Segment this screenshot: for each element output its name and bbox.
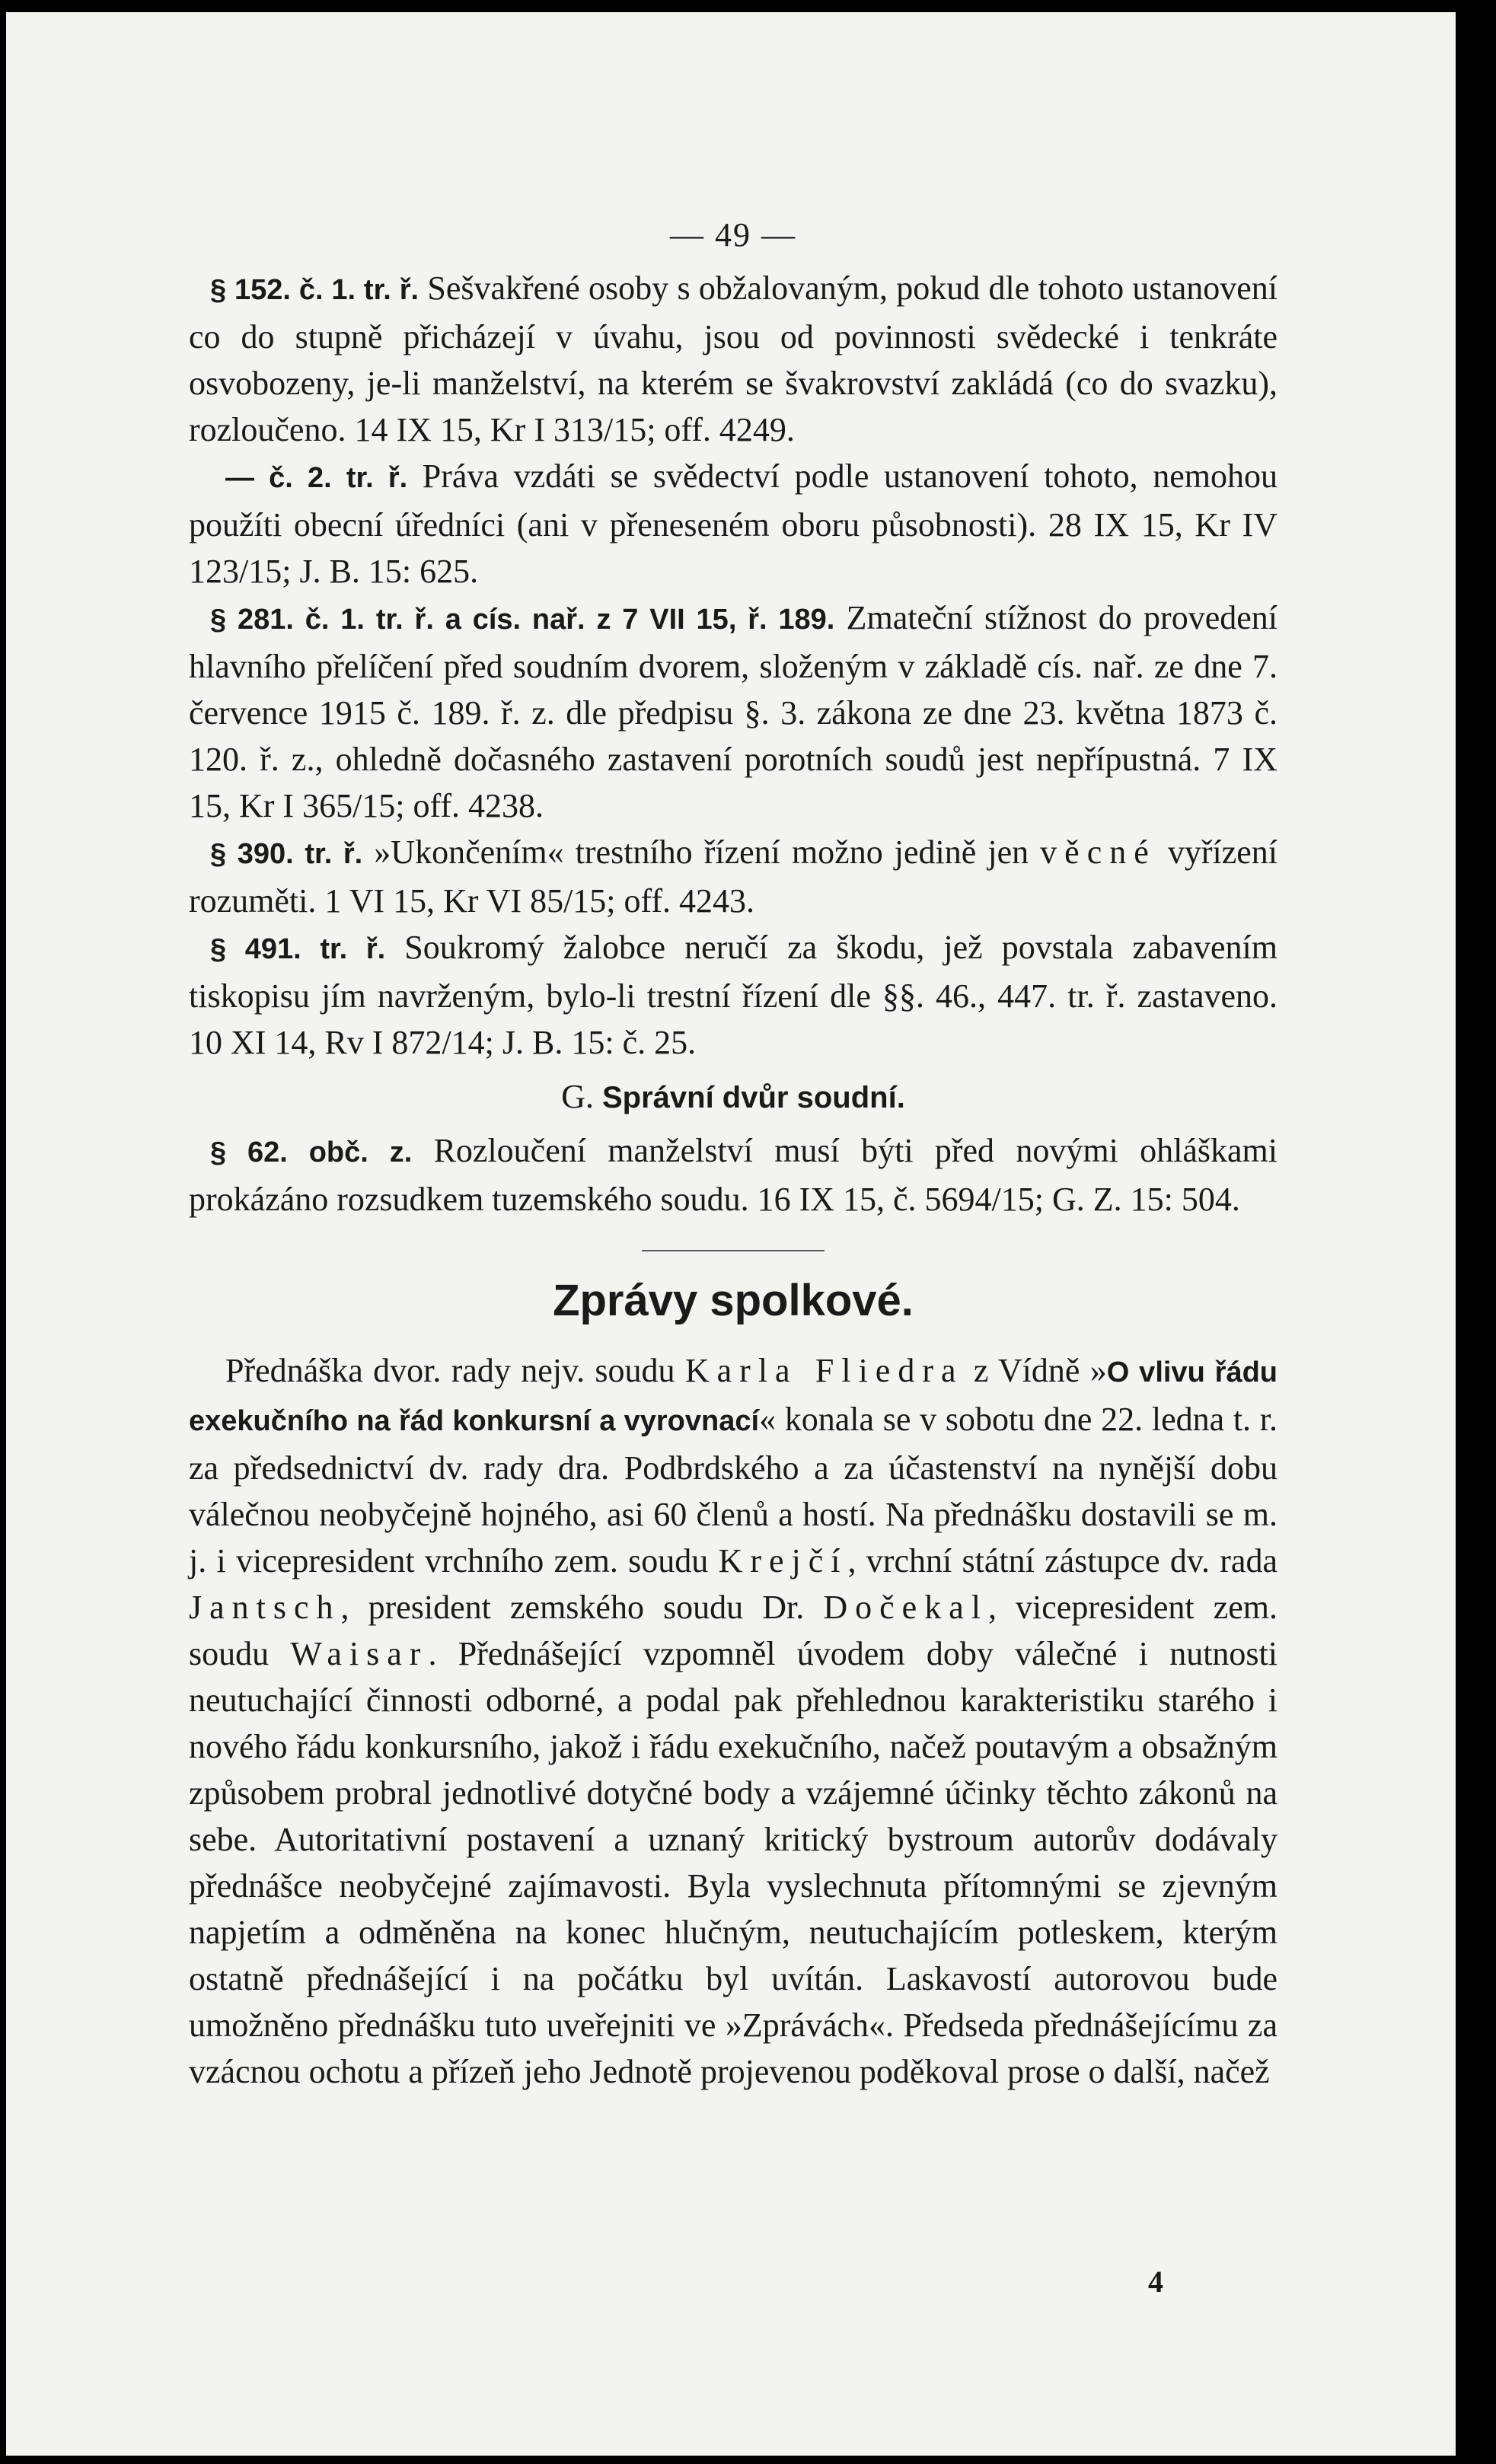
report-text: , president zemského soudu Dr.: [340, 1589, 824, 1626]
entry-ref: § 152. č. 1. tr. ř.: [210, 274, 419, 306]
entry-text: Práva vzdáti se svědectví podle ustanovení tohoto, nemohou použíti obecní úředníci (ani v přeneseném oboru působnosti). 28 IX 15, Kr IV 123/15; J. B. 15: 625.: [189, 457, 1278, 590]
person-name: Jantsch: [189, 1589, 341, 1626]
entry-390: [189, 829, 1278, 924]
report-text: . Přednášející vzpomněl úvodem doby válečné i nutnosti neutuchající činnosti odborné, a podal pak přehlednou karakteristiku starého i nového řádu konkursního, jakož i řádu exekučního, načež poutavým a obsažným způsobem probral jednotlivé dotyčné body a vzájemné účinky těchto zákonů na sebe. Autoritativní postavení a uznaný kritický bystroum autorův dodávaly přednášce neobyčejné zajímavosti. Byla vyslechnuta přítomnými se zjevným napjetím a odměněna na konec hlučným, neutuchajícím potleskem, kterým ostatně přednášející i na počátku byl uvítán. Laskavostí autorovou bude umožněno přednášku tuto uveřejniti ve »Zprávách«. Předseda přednášejícímu za vzácnou ochotu a přízeň jeho Jednotě projevenou poděkoval prose o další, načež: [189, 1635, 1278, 2090]
entry-text: Zmateční stížnost do provedení hlavního přelíčení před soudním dvorem, složeným v základě cís. nař. ze dne 7. července 1915 č. 189. ř. z. dle předpisu §. 3. zákona ze dne 23. května 1873 č. 120. ř. z., ohledně dočasného zastavení porotních soudů jest nepřípustná. 7 IX 15, Kr I 365/15; off. 4238.: [189, 599, 1278, 824]
person-name: Krejčí: [718, 1542, 848, 1579]
entry-ref: § 62. obč. z.: [210, 1136, 413, 1168]
entry-ref: § 390. tr. ř.: [210, 838, 363, 870]
lecture-title: O vlivu řádu exekučního na řád konkursní a vyrovnací: [189, 1356, 1278, 1437]
section-letter: G.: [561, 1078, 594, 1115]
report-paragraph: [189, 1347, 1278, 2095]
person-name: Karla Fliedra: [684, 1352, 964, 1389]
entry-text: Rozloučení manželství musí býti před novými ohláškami prokázáno rozsudkem tuzemského soudu. 16 IX 15, č. 5694/15; G. Z. 15: 504.: [189, 1132, 1278, 1218]
entry-ref: § 281. č. 1. tr. ř. a cís. nař. z 7 VII 15, ř. 189.: [210, 604, 835, 636]
entry-152-c2: [189, 453, 1278, 594]
emphasis-text: věcné: [1040, 834, 1156, 871]
entry-text: Soukromý žalobce neručí za škodu, jež povstala zabavením tiskopisu jím navrženým, bylo-li trestní řízení dle §§. 46., 447. tr. ř. zastaveno. 10 XI 14, Rv I 872/14; J. B. 15: č. 25.: [189, 929, 1278, 1061]
person-name: Dočekal: [823, 1589, 988, 1626]
signature-mark: 4: [1148, 2265, 1163, 2299]
page-number: — 49 —: [670, 216, 796, 253]
entry-text: Sešvakřené osoby s obžalovaným, pokud dle tohoto ustanovení co do stupně přicházejí v úvahu, jsou od povinnosti svědecké i tenkráte osvobozeny, je-li manželství, na kterém se švakrovství zakládá (co do svazku), rozloučeno. 14 IX 15, Kr I 313/15; off. 4249.: [189, 269, 1278, 448]
page-content: [189, 12, 1278, 2095]
entry-ref: § 491. tr. ř.: [210, 933, 386, 965]
document-page: [6, 12, 1456, 2456]
report-text: , vicepresident zem. soudu: [189, 1589, 1278, 1672]
entry-281: [189, 594, 1278, 829]
section-g-heading: [189, 1073, 1278, 1121]
entry-text: vyřízení rozuměti. 1 VI 15, Kr VI 85/15; off. 4243.: [189, 834, 1278, 920]
person-name: Waisar: [290, 1635, 429, 1672]
divider: [642, 1250, 825, 1251]
report-text: Přednáška dvor. rady nejv. soudu: [225, 1352, 685, 1389]
section-title: Správní dvůr soudní.: [601, 1081, 905, 1114]
report-text: « konala se v sobotu dne 22. ledna t. r. za předsednictví dv. rady dra. Podbrdského a za účastenství na nynější dobu válečnou neobyčejně hojného, asi 60 členů a hostí. Na přednášku dostavili se m. j. i vicepresident vrchního zem. soudu: [189, 1401, 1278, 1579]
news-heading: Zprávy spolkové.: [553, 1276, 914, 1325]
report-text: , vrchní státní zástupce dv. rada: [847, 1542, 1278, 1579]
entry-ref: — č. 2. tr. ř.: [225, 462, 408, 494]
report-text: z Vídně »: [963, 1352, 1107, 1389]
entry-text: »Ukončením« trestního řízení možno jedině jen: [362, 834, 1041, 871]
entry-152: [189, 265, 1278, 453]
entry-491: [189, 924, 1278, 1066]
entry-62: [189, 1127, 1278, 1222]
